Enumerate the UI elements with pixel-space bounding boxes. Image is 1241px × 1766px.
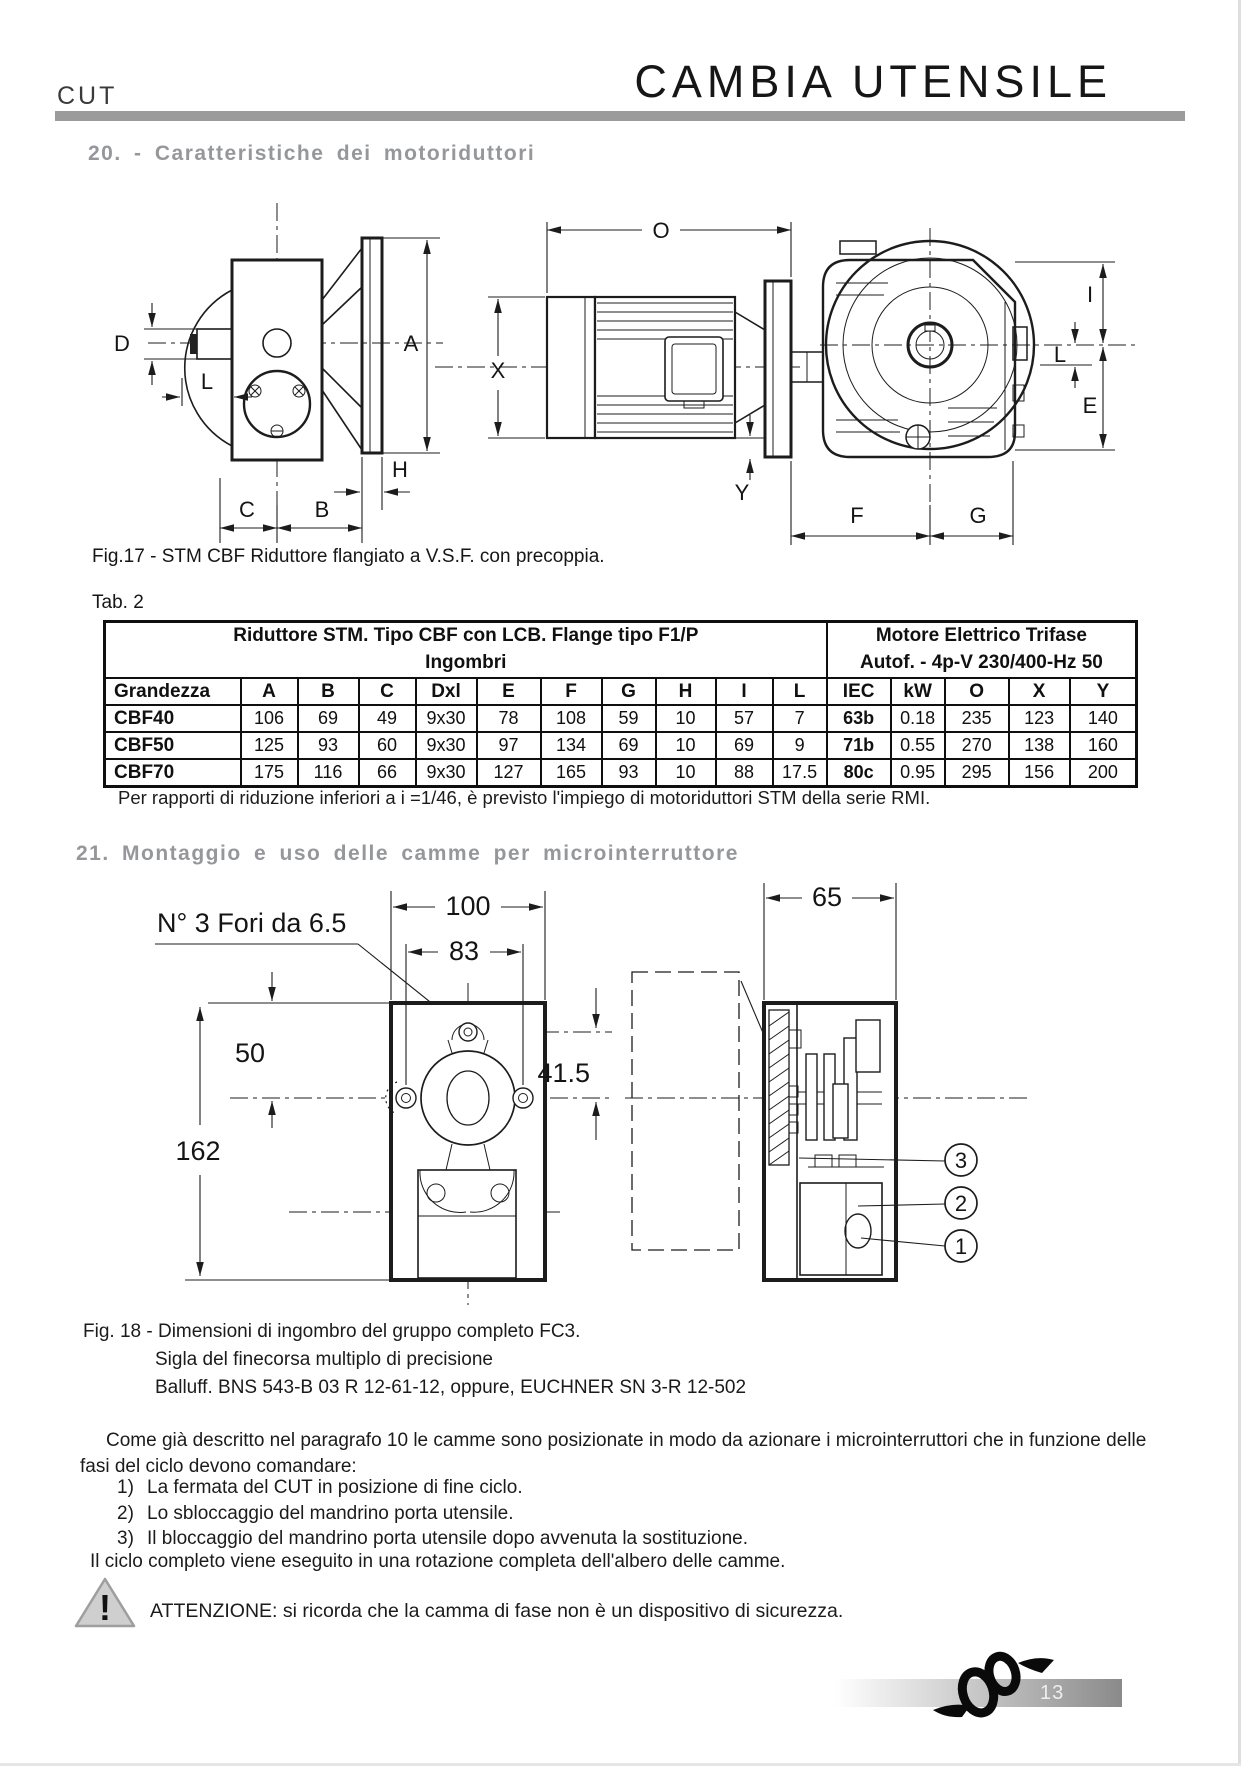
table-col-header: L <box>773 678 827 705</box>
table-row <box>105 759 1137 787</box>
table-col-header: H <box>656 678 716 705</box>
list-item-number: 1) <box>117 1477 134 1498</box>
table-label: Tab. 2 <box>92 592 144 613</box>
warning-text: ATTENZIONE: si ricorda che la camma di fase non è un dispositivo di sicurezza. <box>150 1600 844 1622</box>
fig18-side-view <box>625 882 1030 1280</box>
table-cell: 57 <box>716 705 773 732</box>
balloon-1: 1 <box>954 1234 968 1259</box>
table-col-header: E <box>477 678 541 705</box>
table-col-header: I <box>716 678 773 705</box>
table-col-header: F <box>541 678 602 705</box>
dim-label-H: H <box>392 457 408 482</box>
section-20-heading: 20. - Caratteristiche dei motoriduttori <box>88 142 536 165</box>
table-cell: 7 <box>773 705 827 732</box>
warning-triangle-icon <box>73 1576 137 1630</box>
table-col-header: C <box>359 678 416 705</box>
dim-label-I: I <box>1086 282 1094 307</box>
dim-label-B: B <box>314 497 330 522</box>
list-item <box>117 1528 748 1554</box>
table-col-header: A <box>241 678 298 705</box>
table-col-header: Dxl <box>416 678 477 705</box>
table-cell: 125 <box>241 732 298 759</box>
dim-41-5: 41.5 <box>537 1058 590 1088</box>
table-row <box>105 732 1137 759</box>
page-title: CAMBIA UTENSILE <box>634 56 1112 107</box>
table-cell: 160 <box>1070 732 1137 759</box>
table-cell: 138 <box>1009 732 1070 759</box>
table-group-header-right: Motore Elettrico Trifase Autof. - 4p-V 230/400-Hz 50 <box>827 622 1137 679</box>
balloon-3: 3 <box>954 1148 968 1173</box>
fig18-front-view <box>155 891 612 1305</box>
table-col-header: X <box>1009 678 1070 705</box>
table-col-header: G <box>602 678 656 705</box>
dim-label-A: A <box>403 331 419 356</box>
fig18-caption-line3: Balluff. BNS 543-B 03 R 12-61-12, oppure, EUCHNER SN 3-R 12-502 <box>155 1377 747 1398</box>
header-rule <box>55 111 1185 121</box>
dim-label-L-front: L <box>200 369 214 394</box>
table-cell: 156 <box>1009 759 1070 787</box>
dim-label-D: D <box>114 331 130 356</box>
table-cell: CBF70 <box>105 759 241 787</box>
section-21-heading: 21. Montaggio e uso delle camme per microinterruttore <box>76 842 739 865</box>
list-item <box>117 1503 748 1529</box>
dim-label-Y: Y <box>734 480 750 505</box>
table-cell: 9x30 <box>416 759 477 787</box>
table-cell: 9x30 <box>416 732 477 759</box>
list-item-number: 3) <box>117 1528 134 1549</box>
table-cell: 295 <box>945 759 1009 787</box>
dim-label-X: X <box>490 358 506 383</box>
dim-label-C: C <box>239 497 255 522</box>
table-cell: 49 <box>359 705 416 732</box>
table-cell: 93 <box>602 759 656 787</box>
body-paragraph-1: Come già descritto nel paragrafo 10 le camme sono posizionate in modo da azionare i microinterruttori che in funzione delle fasi del ciclo devono comandare: <box>80 1430 1147 1477</box>
dim-65: 65 <box>811 882 843 912</box>
table-cell: 175 <box>241 759 298 787</box>
table-header-row <box>105 678 1137 705</box>
doc-code: CUT <box>57 82 118 110</box>
fig17-drawing <box>100 165 1140 545</box>
fig17-side-view <box>435 218 1135 545</box>
fig18-caption-line2: Sigla del finecorsa multiplo di precisione <box>155 1349 493 1370</box>
page-number: 13 <box>1040 1682 1065 1704</box>
table-cell: 59 <box>602 705 656 732</box>
table-cell: 134 <box>541 732 602 759</box>
table-cell: 123 <box>1009 705 1070 732</box>
dim-162: 162 <box>175 1136 221 1166</box>
table-cell: 17.5 <box>773 759 827 787</box>
table-cell: 10 <box>656 705 716 732</box>
table-col-header: O <box>945 678 1009 705</box>
table-cell: CBF40 <box>105 705 241 732</box>
table-cell: 69 <box>298 705 359 732</box>
list-item-text: La fermata del CUT in posizione di fine ciclo. <box>147 1477 523 1498</box>
dim-100: 100 <box>445 891 491 921</box>
table-cell: 0.55 <box>891 732 945 759</box>
table-cell: 97 <box>477 732 541 759</box>
table-col-header: Grandezza <box>105 678 241 705</box>
table-cell: 60 <box>359 732 416 759</box>
dim-83: 83 <box>448 936 480 966</box>
table-cell: 80c <box>827 759 891 787</box>
table-cell: 270 <box>945 732 1009 759</box>
dim-label-F: F <box>850 503 864 528</box>
table-cell: 78 <box>477 705 541 732</box>
table-cell: 106 <box>241 705 298 732</box>
table-cell: 63b <box>827 705 891 732</box>
table-col-header: IEC <box>827 678 891 705</box>
fig17-front-view <box>114 203 443 543</box>
dimensions-table <box>103 620 1138 788</box>
balloon-2: 2 <box>954 1191 968 1216</box>
body-list <box>117 1477 748 1554</box>
dim-label-L-side: L <box>1053 342 1067 367</box>
list-item-text: Lo sbloccaggio del mandrino porta utensile. <box>147 1502 514 1524</box>
table-col-header: Y <box>1070 678 1137 705</box>
table-cell: 0.18 <box>891 705 945 732</box>
table-cell: 235 <box>945 705 1009 732</box>
table-cell: 71b <box>827 732 891 759</box>
table-col-header: kW <box>891 678 945 705</box>
table-col-header: B <box>298 678 359 705</box>
dim-label-O: O <box>652 218 670 243</box>
table-row <box>105 705 1137 732</box>
table-cell: 69 <box>602 732 656 759</box>
svg-text:!: ! <box>99 1587 111 1628</box>
table-cell: 108 <box>541 705 602 732</box>
fig18-caption <box>83 1318 746 1402</box>
table-cell: 10 <box>656 759 716 787</box>
body-paragraph-2: Il ciclo completo viene eseguito in una rotazione completa dell'albero delle camme. <box>90 1551 786 1572</box>
dim-50: 50 <box>234 1038 266 1068</box>
table-cell: 69 <box>716 732 773 759</box>
table-cell: 9x30 <box>416 705 477 732</box>
hole-note: N° 3 Fori da 6.5 <box>157 908 347 938</box>
table-cell: 0.95 <box>891 759 945 787</box>
dim-label-G: G <box>969 503 987 528</box>
list-item-text: Il bloccaggio del mandrino porta utensile dopo avvenuta la sostituzione. <box>147 1528 748 1549</box>
fig18-caption-line1: Fig. 18 - Dimensioni di ingombro del gruppo completo FC3. <box>83 1321 581 1342</box>
fig18-side-dims <box>764 882 896 1000</box>
table-cell: 165 <box>541 759 602 787</box>
list-item-number: 2) <box>117 1502 134 1524</box>
list-item <box>117 1477 748 1503</box>
table-cell: 140 <box>1070 705 1137 732</box>
fig18-drawing <box>130 865 1030 1340</box>
table-cell: 9 <box>773 732 827 759</box>
table-cell: 200 <box>1070 759 1137 787</box>
table-cell: 10 <box>656 732 716 759</box>
table-cell: CBF50 <box>105 732 241 759</box>
table-cell: 88 <box>716 759 773 787</box>
fig17-caption: Fig.17 - STM CBF Riduttore flangiato a V.S.F. con precoppia. <box>92 546 605 567</box>
table-cell: 93 <box>298 732 359 759</box>
table-note: Per rapporti di riduzione inferiori a i =1/46, è previsto l'impiego di motoriduttori STM della serie RMI. <box>118 787 931 808</box>
dim-label-E: E <box>1082 393 1098 418</box>
table-cell: 66 <box>359 759 416 787</box>
table-cell: 127 <box>477 759 541 787</box>
table-group-header-left: Riduttore STM. Tipo CBF con LCB. Flange tipo F1/P Ingombri <box>105 622 827 679</box>
table-cell: 116 <box>298 759 359 787</box>
